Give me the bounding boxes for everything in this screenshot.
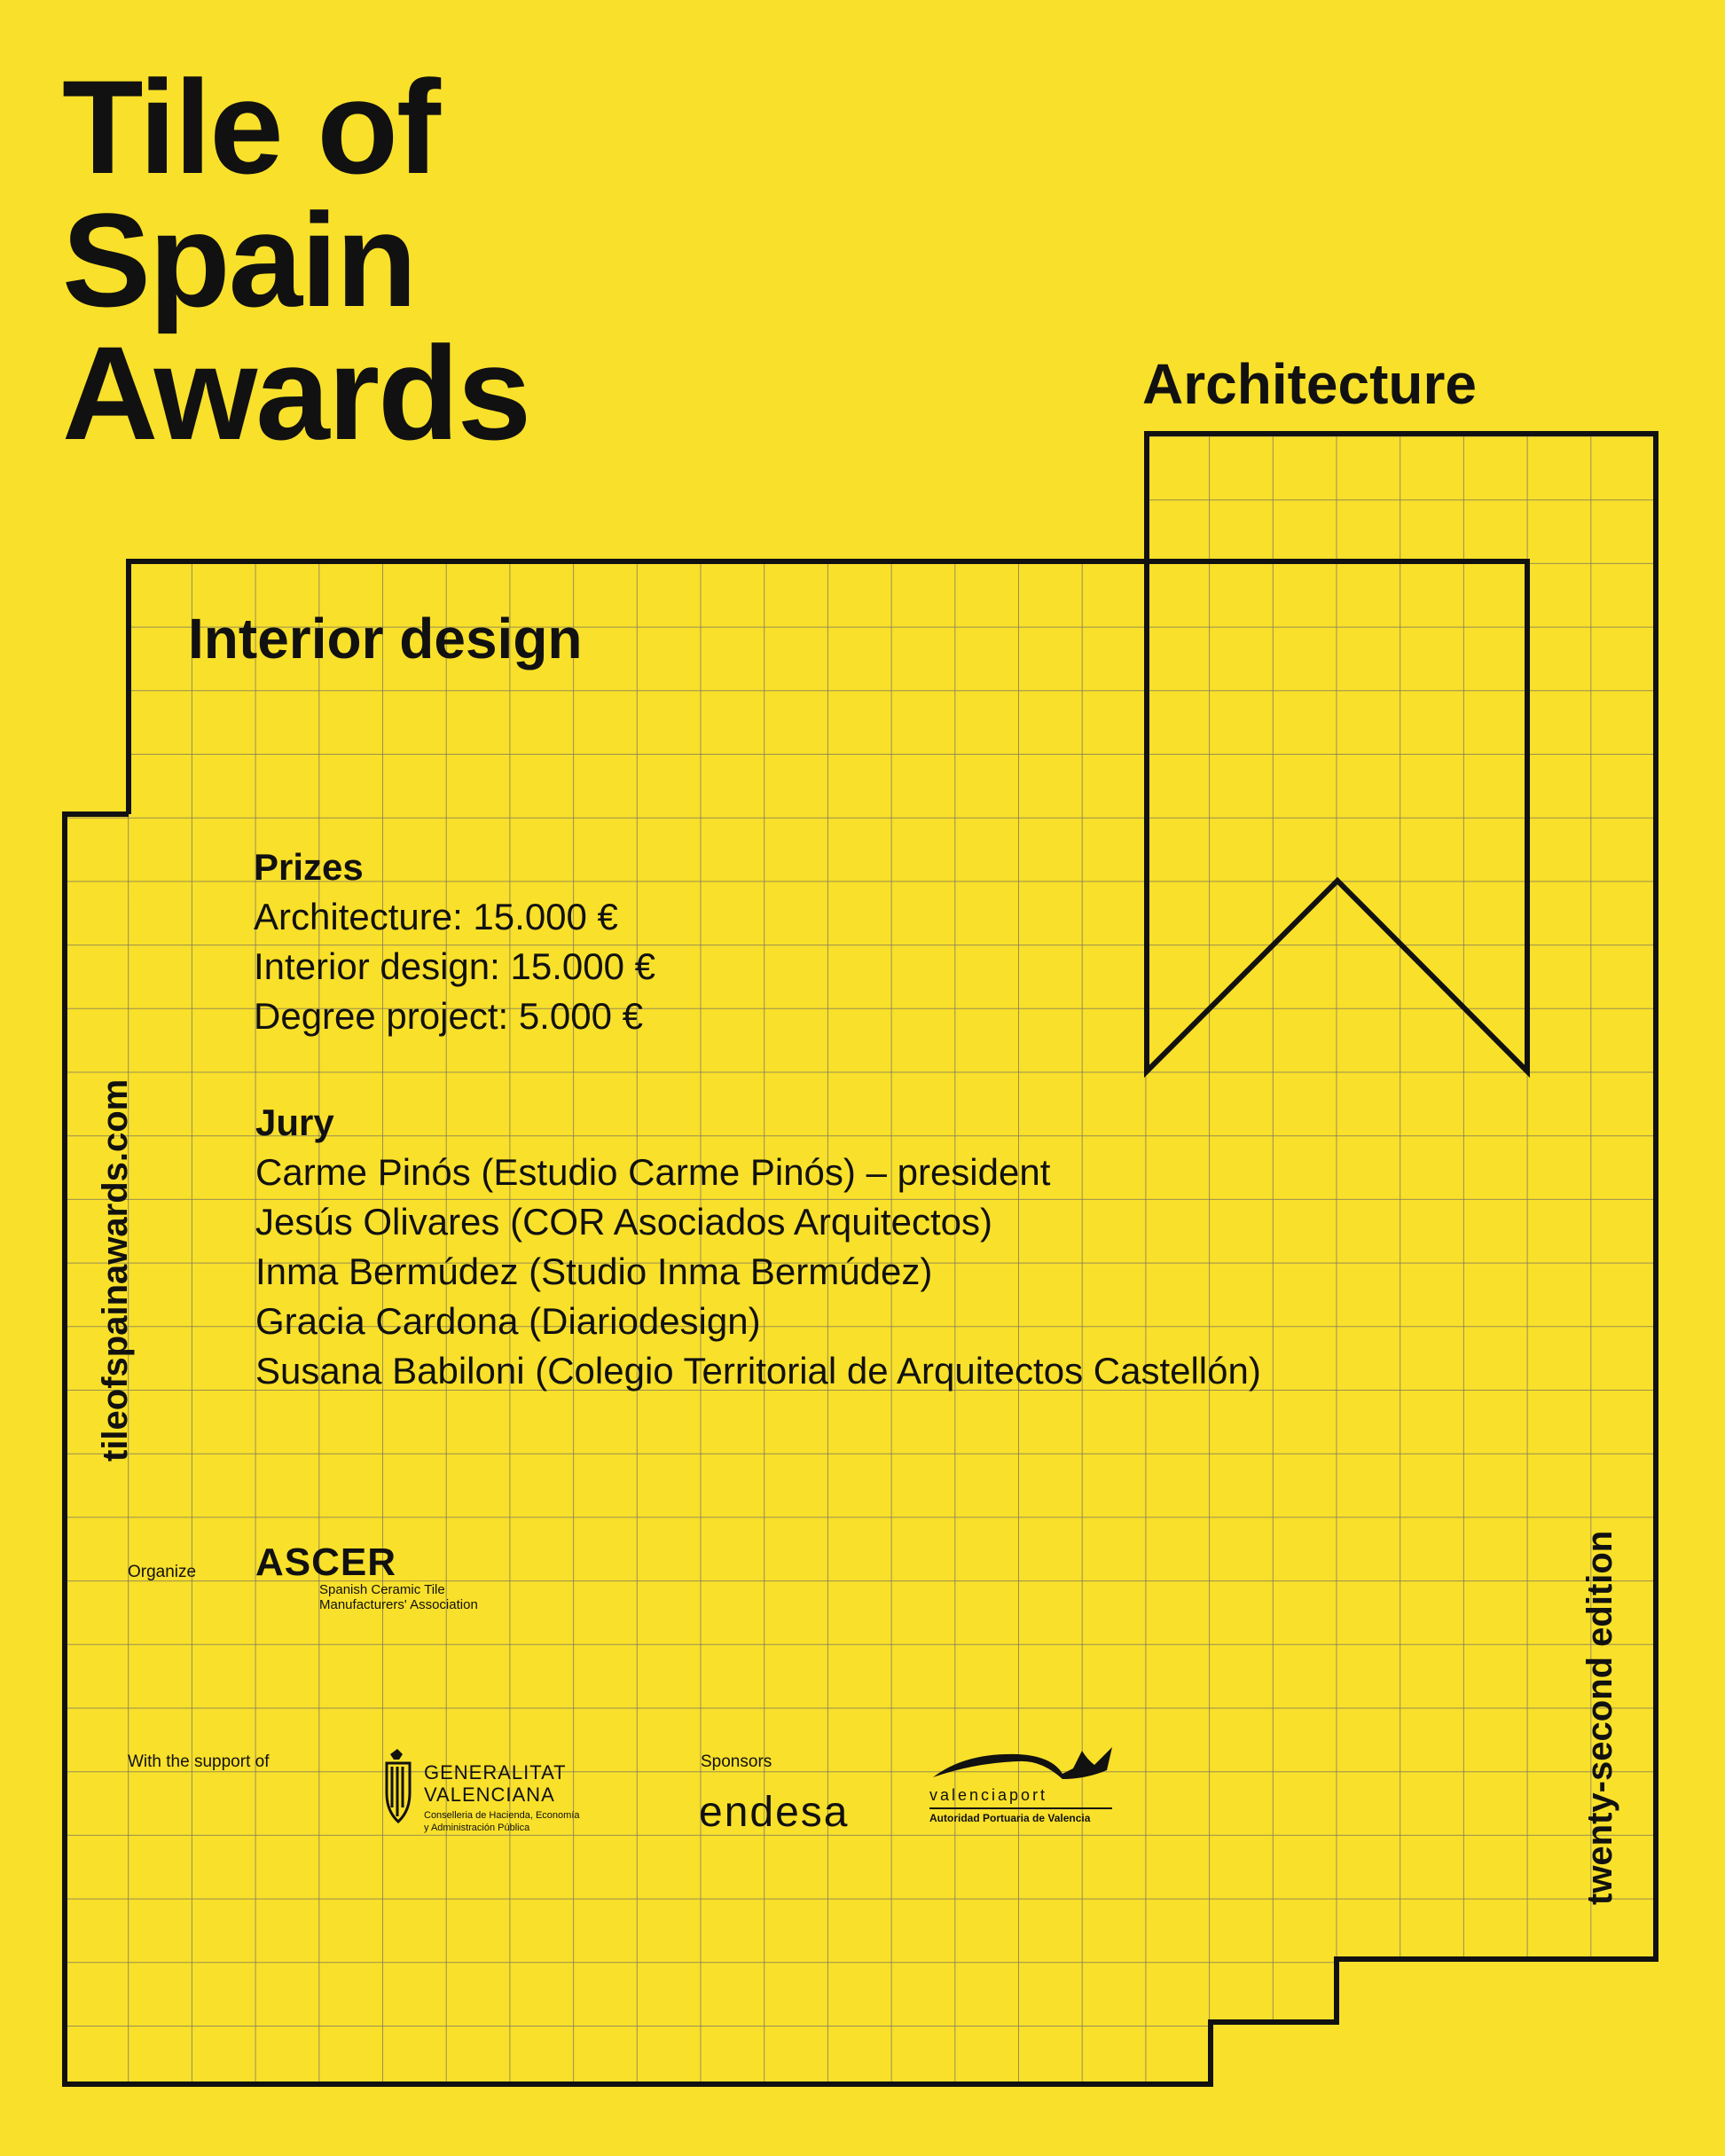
jury-section [255,1098,1261,1396]
sponsors-label: Sponsors [701,1752,772,1771]
website-link[interactable]: tileofspainawards.com [96,1078,135,1462]
organize-label: Organize [128,1563,197,1581]
valenciaport-logo-name: valenciaport [929,1786,1048,1804]
ascer-logo-sub: Spanish Ceramic Tile [319,1582,445,1597]
endesa-logo: endesa [699,1789,850,1836]
jury-member: Inma Bermúdez (Studio Inma Bermúdez) [255,1250,933,1292]
interior-design-label: Interior design [188,607,583,670]
generalitat-logo-sub: y Administración Pública [424,1823,530,1833]
valenciaport-logo-sub: Autoridad Portuaria de Valencia [929,1812,1091,1824]
ascer-logo-sub: Manufacturers' Association [319,1597,478,1612]
crest-icon [383,1749,413,1831]
generalitat-logo-name: GENERALITAT [424,1761,567,1784]
title-line-3: Awards [62,318,530,467]
valenciaport-wave-icon [929,1747,1116,1784]
jury-heading: Jury [255,1102,334,1143]
architecture-label: Architecture [1142,352,1477,416]
prizes-section [254,843,655,1041]
support-label: With the support of [128,1752,270,1771]
title-line-1: Tile of [62,52,439,201]
jury-member: Carme Pinós (Estudio Carme Pinós) – president [255,1151,1051,1193]
jury-member: Jesús Olivares (COR Asociados Arquitectos) [255,1201,992,1243]
jury-member: Susana Babiloni (Colegio Territorial de Arquitectos Castellón) [255,1350,1261,1392]
generalitat-logo-name: VALENCIANA [424,1784,555,1806]
prize-degree-project: Degree project: 5.000 € [254,995,643,1037]
ascer-logo [255,1543,478,1612]
prize-architecture: Architecture: 15.000 € [254,896,618,937]
prizes-heading: Prizes [254,846,364,888]
ascer-logo-name: ASCER [255,1541,397,1584]
generalitat-logo-sub: Conselleria de Hacienda, Economía [424,1810,580,1821]
edition-label: twenty-second edition [1580,1530,1619,1905]
prize-interior-design: Interior design: 15.000 € [254,945,655,987]
title-line-2: Spain [62,185,416,334]
valenciaport-logo [929,1747,1116,1825]
jury-member: Gracia Cardona (Diariodesign) [255,1300,761,1342]
